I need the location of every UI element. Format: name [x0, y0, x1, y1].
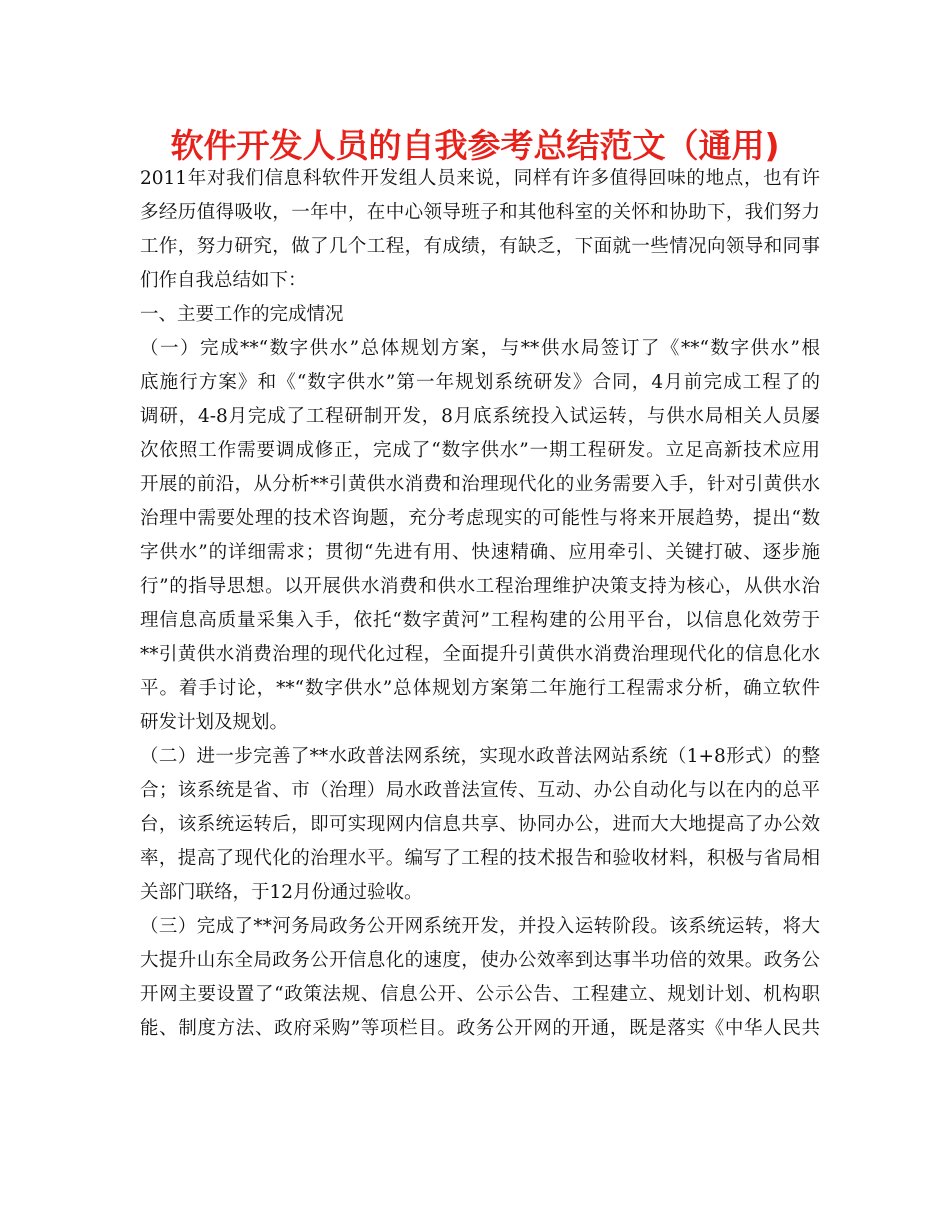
body-line: 理信息高质量采集入手，依托“数字黄河”工程构建的公用平台，以信息化效劳于	[140, 610, 820, 631]
document-body	[140, 162, 820, 1046]
body-line: 关部门联络，于12月份通过验收。	[140, 882, 423, 903]
body-line: 开展的前沿，从分析**引黄供水消费和治理现代化的业务需要入手，针对引黄供水	[140, 474, 820, 495]
body-line: （三）完成了**河务局政务公开网系统开发，并投入运转阶段。该系统运转，将大	[140, 916, 820, 937]
body-line: （二）进一步完善了**水政普法网系统，实现水政普法网站系统（1+8形式）的整	[140, 746, 820, 767]
body-line: 行”的指导思想。以开展供水消费和供水工程治理维护决策支持为核心，从供水治	[140, 576, 820, 597]
body-line: 合；该系统是省、市（治理）局水政普法宣传、互动、办公自动化与以在内的总平	[140, 780, 820, 801]
body-line: 一、主要工作的完成情况	[140, 304, 344, 325]
body-line: 工作，努力研究，做了几个工程，有成绩，有缺乏，下面就一些情况向领导和同事	[140, 236, 820, 257]
body-line: 开网主要设置了“政策法规、信息公开、公示公告、工程建立、规划计划、机构职	[140, 984, 820, 1005]
body-line: 台，该系统运转后，即可实现网内信息共享、协同办公，进而大大地提高了办公效	[140, 814, 820, 835]
body-line: 多经历值得吸收，一年中，在中心领导班子和其他科室的关怀和协助下，我们努力	[140, 202, 820, 223]
body-line: 平。着手讨论，**“数字供水”总体规划方案第二年施行工程需求分析，确立软件	[140, 678, 820, 699]
body-line: 率，提高了现代化的治理水平。编写了工程的技术报告和验收材料，积极与省局相	[140, 848, 820, 869]
body-line: （一）完成**“数字供水”总体规划方案，与**供水局签订了《**“数字供水”根	[140, 338, 820, 359]
body-line: 字供水”的详细需求；贯彻“先进有用、快速精确、应用牵引、关键打破、逐步施	[140, 542, 820, 563]
body-line: 能、制度方法、政府采购”等项栏目。政务公开网的开通，既是落实《中华人民共	[140, 1018, 820, 1039]
body-line: 2011年对我们信息科软件开发组人员来说，同样有许多值得回味的地点，也有许	[140, 168, 820, 189]
body-line: 调研，4-8月完成了工程研制开发，8月底系统投入试运转，与供水局相关人员屡	[140, 406, 820, 427]
body-line: 底施行方案》和《“数字供水”第一年规划系统研发》合同，4月前完成工程了的	[140, 372, 820, 393]
body-line: 治理中需要处理的技术咨询题，充分考虑现实的可能性与将来开展趋势，提出“数	[140, 508, 820, 529]
body-line: 研发计划及规划。	[140, 712, 289, 733]
document-title: 软件开发人员的自我参考总结范文（通用)	[170, 126, 780, 165]
body-line: 次依照工作需要调成修正，完成了“数字供水”一期工程研发。立足高新技术应用	[140, 440, 820, 461]
body-line: 大提升山东全局政务公开信息化的速度，使办公效率到达事半功倍的效果。政务公	[140, 950, 820, 971]
body-line: 们作自我总结如下：	[140, 270, 307, 291]
body-line: **引黄供水消费治理的现代化过程，全面提升引黄供水消费治理现代化的信息化水	[140, 644, 820, 665]
